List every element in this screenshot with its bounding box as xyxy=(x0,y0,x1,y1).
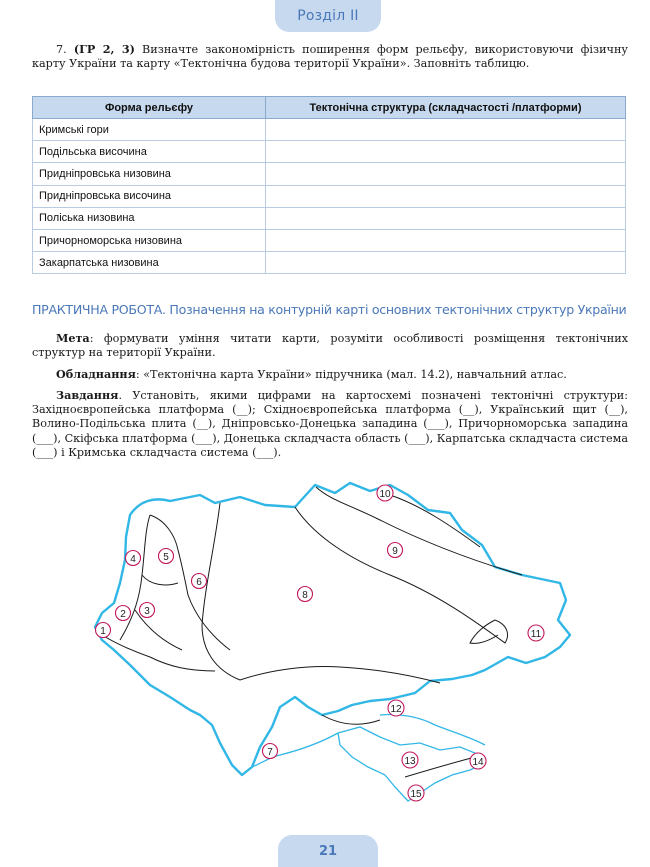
svg-text:11: 11 xyxy=(530,629,542,640)
map-marker-9 xyxy=(388,543,403,558)
map-boundary xyxy=(95,483,570,775)
table-row xyxy=(33,141,626,163)
task-number: 7. xyxy=(56,43,67,56)
map-marker-15 xyxy=(408,785,424,801)
task-text: Визначте закономірність поширення форм рельєфу, використовуючи фізичну карту України та карту «Тектонічна будова території України». Заповніть таблицю. xyxy=(32,43,628,71)
table-header-structure: Тектонічна структура (складчастості /платформи) xyxy=(266,97,626,119)
table-cell-answer[interactable] xyxy=(266,207,626,229)
table-row xyxy=(33,252,626,274)
table-row xyxy=(33,119,626,141)
equipment-label: Обладнання xyxy=(56,367,136,381)
map-line xyxy=(470,620,498,643)
table-header-row xyxy=(33,97,626,119)
map-marker-7 xyxy=(263,744,278,759)
equipment-text: : «Тектонічна карта України» підручника (мал. 14.2), навчальний атлас. xyxy=(135,368,567,381)
svg-text:2: 2 xyxy=(120,609,126,620)
svg-text:6: 6 xyxy=(196,577,202,588)
equipment-paragraph xyxy=(32,367,628,382)
map-marker-5 xyxy=(159,549,174,564)
map-line xyxy=(295,507,508,643)
svg-text:13: 13 xyxy=(404,756,416,767)
map-line xyxy=(240,667,440,683)
map-line xyxy=(322,715,380,724)
map-line xyxy=(120,515,150,640)
practical-heading: ПРАКТИЧНА РОБОТА. Позначення на контурній карті основних тектонічних структур України xyxy=(32,302,627,317)
task-label: Завдання xyxy=(56,388,119,402)
svg-text:12: 12 xyxy=(390,704,402,715)
map-marker-14 xyxy=(470,753,486,769)
relief-table xyxy=(32,96,626,274)
map-marker-13 xyxy=(402,752,418,768)
table-cell-answer[interactable] xyxy=(266,141,626,163)
svg-text:4: 4 xyxy=(130,554,136,565)
goal-paragraph xyxy=(32,331,628,360)
svg-text:7: 7 xyxy=(267,747,273,758)
map-line xyxy=(390,495,480,547)
map-line xyxy=(202,503,240,680)
task-instructions: . Установіть, якими цифрами на картосхемі позначені тектонічні структури: Західноєвропейська платформа (__); Східноєвропейська платформа (__), Український щит (__), Волино-Подільська плита (__), Дніпровсько-Донецька западина (___), Причорноморська западина (___), Скіфська платформа (___), Донецька складчаста область (___), Карпатська складчаста система (___) і Кримська складчаста система (___). xyxy=(32,389,628,459)
table-cell-relief: Придніпровська височина xyxy=(33,185,266,207)
table-cell-relief: Закарпатська низовина xyxy=(33,252,266,274)
goal-text: : формувати уміння читати карти, розуміти особливості розміщення тектонічних структур на території України. xyxy=(32,332,628,360)
map-marker-3 xyxy=(140,603,155,618)
map-marker-6 xyxy=(192,574,207,589)
map-line xyxy=(150,515,178,550)
ukraine-tectonic-map xyxy=(90,475,590,815)
coast-line xyxy=(380,714,485,745)
svg-text:10: 10 xyxy=(379,489,391,500)
table-cell-answer[interactable] xyxy=(266,119,626,141)
svg-text:8: 8 xyxy=(302,590,308,601)
table-cell-relief: Кримські гори xyxy=(33,119,266,141)
table-cell-answer[interactable] xyxy=(266,252,626,274)
page-number: 21 xyxy=(318,843,338,859)
map-marker-1 xyxy=(96,623,111,638)
map-line xyxy=(142,575,178,585)
map-marker-12 xyxy=(388,700,404,716)
svg-text:14: 14 xyxy=(472,757,484,768)
task-code: (ГР 2, 3) xyxy=(73,42,135,56)
table-cell-relief: Поліська низовина xyxy=(33,207,266,229)
table-row xyxy=(33,185,626,207)
section-label: Розділ II xyxy=(297,8,359,24)
table-cell-answer[interactable] xyxy=(266,185,626,207)
page-number-tab xyxy=(278,835,378,867)
svg-text:3: 3 xyxy=(144,606,150,617)
map-marker-8 xyxy=(298,587,313,602)
map-line xyxy=(178,550,230,650)
table-row xyxy=(33,163,626,185)
map-marker-2 xyxy=(116,606,131,621)
svg-text:9: 9 xyxy=(392,546,398,557)
svg-text:5: 5 xyxy=(163,552,169,563)
map-marker-4 xyxy=(126,551,141,566)
table-cell-relief: Подільська височина xyxy=(33,141,266,163)
table-cell-answer[interactable] xyxy=(266,229,626,251)
task-paragraph xyxy=(32,388,628,460)
table-cell-relief: Придніпровська низовина xyxy=(33,163,266,185)
svg-text:15: 15 xyxy=(410,789,422,800)
table-cell-answer[interactable] xyxy=(266,163,626,185)
table-row xyxy=(33,229,626,251)
table-header-relief: Форма рельєфу xyxy=(33,97,266,119)
svg-text:1: 1 xyxy=(100,626,106,637)
table-cell-relief: Причорноморська низовина xyxy=(33,229,266,251)
task-7 xyxy=(32,42,628,71)
section-tab xyxy=(275,0,381,32)
map-marker-10 xyxy=(377,485,393,501)
map-marker-11 xyxy=(528,625,544,641)
table-row xyxy=(33,207,626,229)
goal-label: Мета xyxy=(56,331,90,345)
